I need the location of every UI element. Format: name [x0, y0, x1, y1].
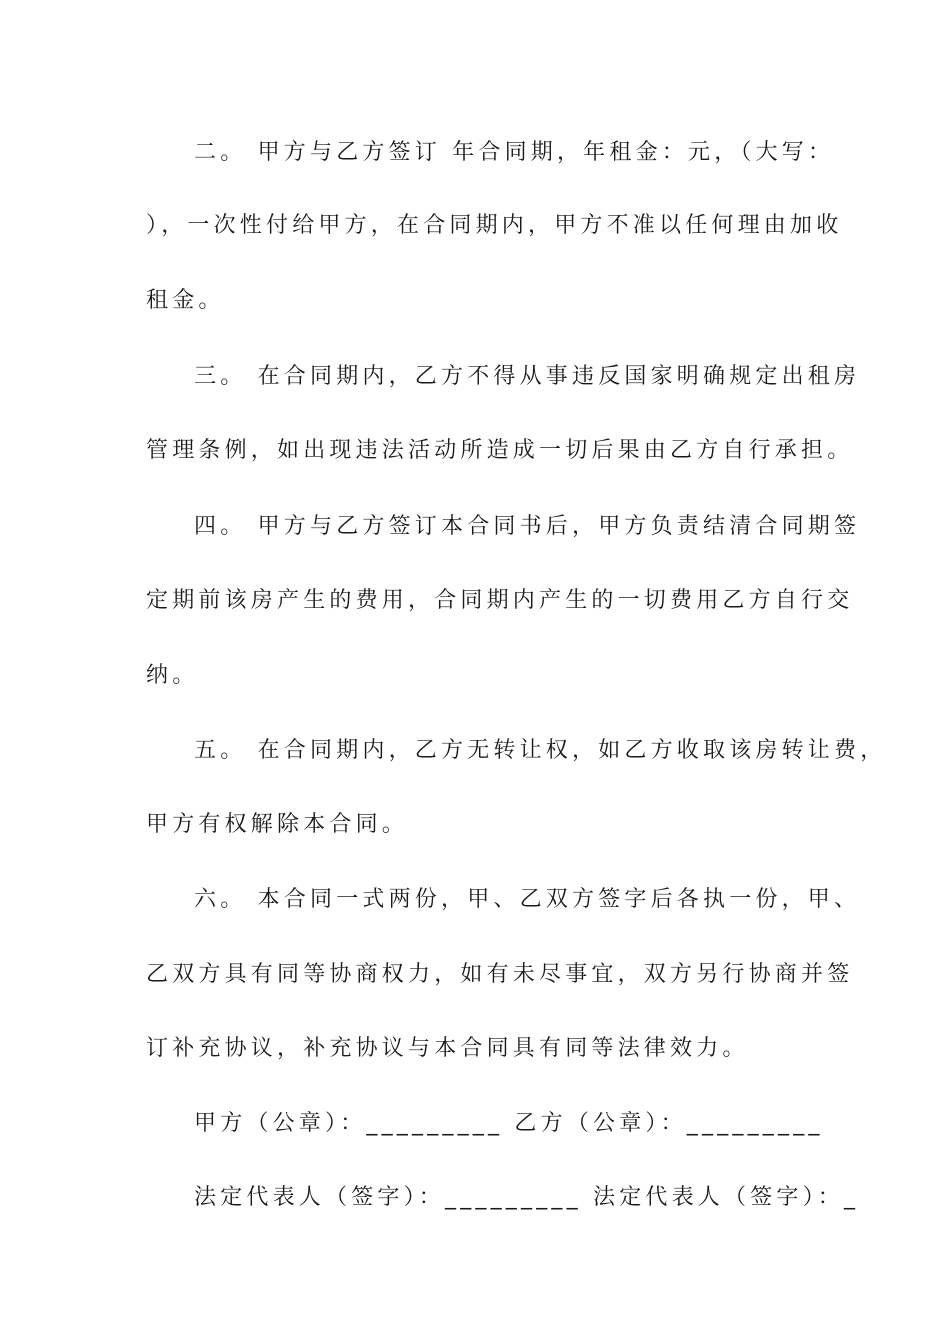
clause-6-line-2: 乙双方具有同等协商权力，如有未尽事宜，双方另行协商并签 [146, 962, 854, 987]
clause-5-line-2: 甲方有权解除本合同。 [146, 812, 409, 837]
clause-2-line-2: ），一次性付给甲方，在合同期内，甲方不准以任何理由加收 [146, 213, 843, 238]
clause-3-line-2: 管理条例，如出现违法活动所造成一切后果由乙方自行承担。 [146, 438, 854, 463]
representative-signature-line: 法定代表人（签字）：_________ 法定代表人（签字）：_ [194, 1185, 860, 1210]
clause-6-line-3: 订补充协议，补充协议与本合同具有同等法律效力。 [146, 1036, 749, 1061]
clause-5-line-1: 五。 在合同期内，乙方无转让权，如乙方收取该房转让费， [194, 738, 887, 763]
clause-4-line-2: 定期前该房产生的费用，合同期内产生的一切费用乙方自行交 [146, 588, 854, 613]
seal-signature-line: 甲方（公章）：_________ 乙方（公章）：_________ [194, 1111, 824, 1136]
clause-3-line-1: 三。 在合同期内，乙方不得从事违反国家明确规定出租房 [194, 364, 861, 389]
clause-4-line-3: 纳。 [146, 663, 199, 688]
clause-2-line-3: 租金。 [146, 288, 225, 313]
clause-4-line-1: 四。 甲方与乙方签订本合同书后，甲方负责结清合同期签 [194, 514, 861, 539]
clause-6-line-1: 六。 本合同一式两份，甲、乙双方签字后各执一份，甲、 [194, 887, 861, 912]
clause-2-line-1: 二。 甲方与乙方签订 年合同期，年租金：元，（大写： [194, 140, 835, 165]
